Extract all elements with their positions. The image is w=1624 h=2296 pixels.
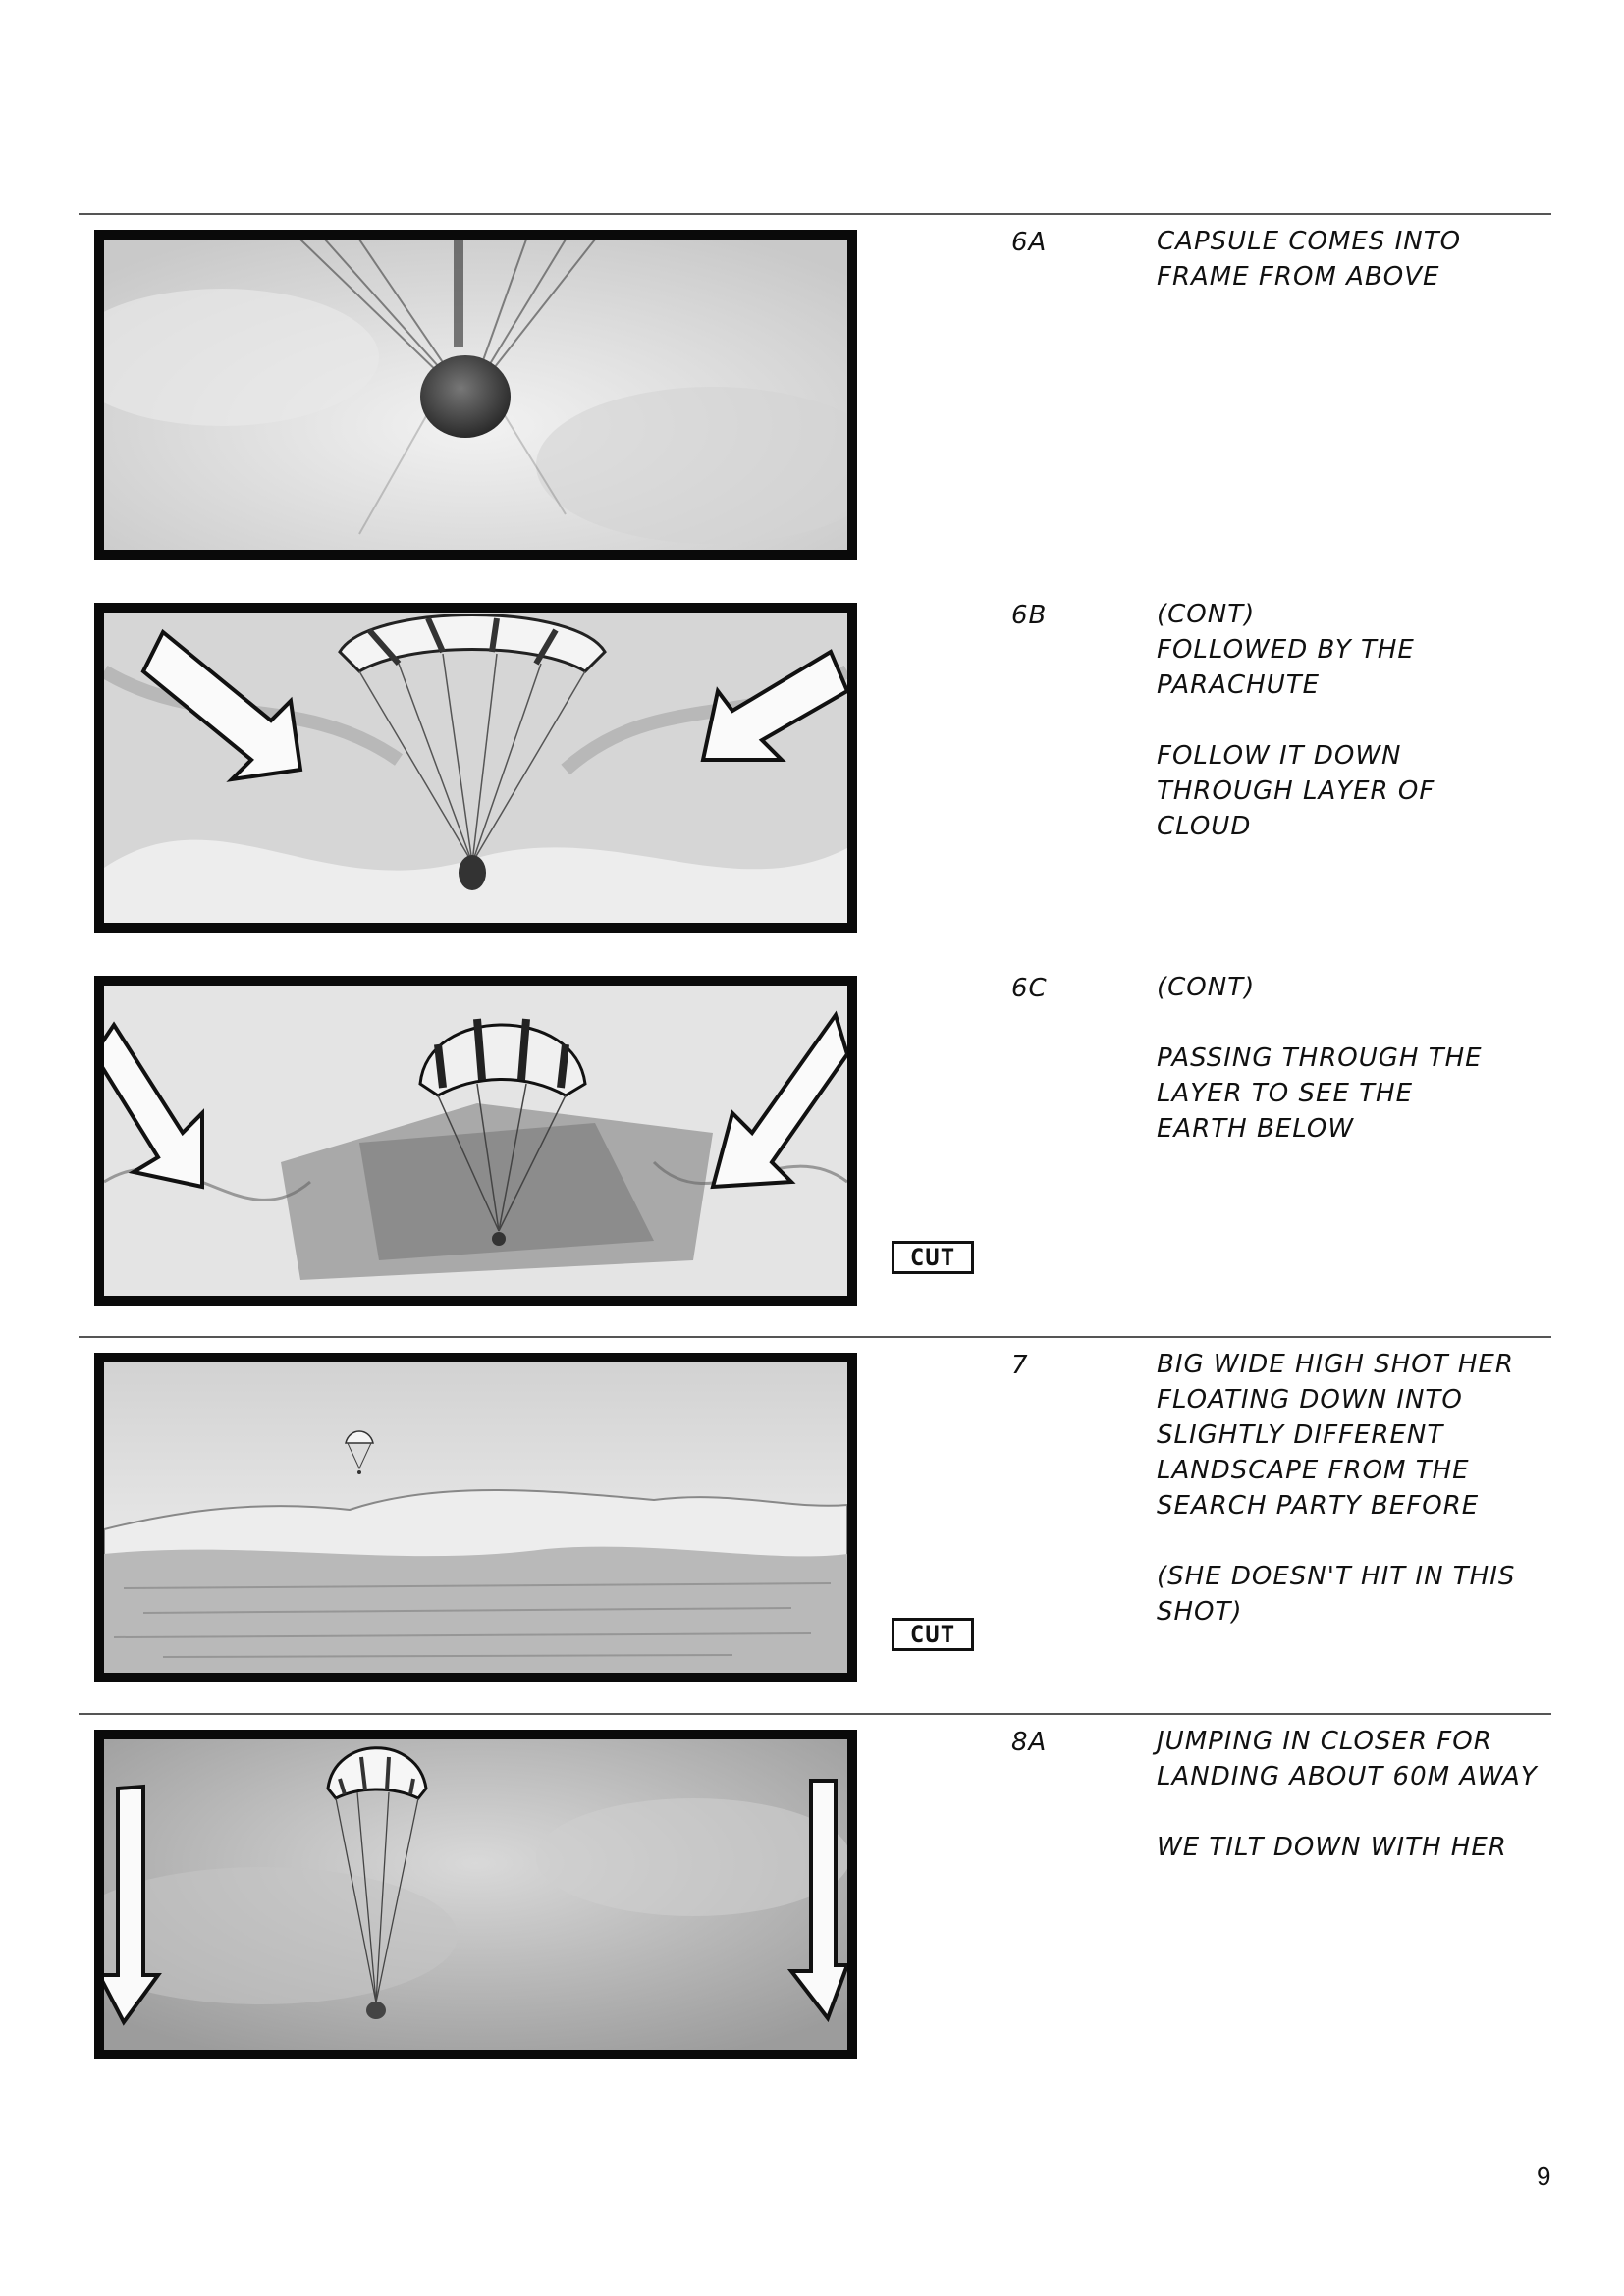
shot-description-6c — [1157, 970, 1569, 1147]
description-paragraph: FOLLOW IT DOWN THROUGH LAYER OF CLOUD — [1157, 741, 1435, 841]
shot-number-6a: 6A — [1011, 228, 1048, 257]
shot-description-7 — [1157, 1347, 1569, 1629]
storyboard-panel-8a — [94, 1730, 857, 2059]
description-paragraph: BIG WIDE HIGH SHOT HER FLOATING DOWN INTO SLIGHTLY DIFFERENT LANDSCAPE FROM THE SEARCH PARTY BEFORE — [1157, 1350, 1514, 1521]
parachute-sketch — [104, 613, 847, 923]
description-paragraph: (CONT) — [1157, 973, 1256, 1002]
description-paragraph: CAPSULE COMES INTO FRAME FROM ABOVE — [1157, 227, 1462, 292]
description-paragraph: (CONT) FOLLOWED BY THE PARACHUTE — [1157, 600, 1415, 700]
landing-sketch — [104, 1739, 847, 2050]
description-paragraph: (SHE DOESN'T HIT IN THIS SHOT) — [1157, 1562, 1516, 1627]
divider-after-7 — [79, 1713, 1551, 1715]
capsule-sketch — [104, 240, 847, 550]
storyboard-panel-7 — [94, 1353, 857, 1682]
storyboard-panel-6a — [94, 230, 857, 560]
cloud-layer-sketch — [104, 986, 847, 1296]
shot-number-7: 7 — [1011, 1351, 1029, 1380]
divider-top — [79, 213, 1551, 215]
shot-number-6b: 6B — [1011, 601, 1048, 630]
cut-marker-7: CUT — [892, 1618, 974, 1651]
divider-after-6c — [79, 1336, 1551, 1338]
page-number: 9 — [1537, 2162, 1551, 2191]
shot-number-8a: 8A — [1011, 1728, 1048, 1757]
description-paragraph: PASSING THROUGH THE LAYER TO SEE THE EARTH BELOW — [1157, 1043, 1483, 1144]
shot-description-6b — [1157, 597, 1569, 844]
landscape-sketch — [104, 1362, 847, 1673]
storyboard-panel-6b — [94, 603, 857, 933]
shot-description-6a — [1157, 224, 1569, 294]
shot-number-6c: 6C — [1011, 974, 1048, 1003]
shot-description-8a — [1157, 1724, 1569, 1865]
storyboard-panel-6c — [94, 976, 857, 1306]
cut-marker-6c: CUT — [892, 1241, 974, 1274]
description-paragraph: WE TILT DOWN WITH HER — [1157, 1833, 1507, 1862]
description-paragraph: JUMPING IN CLOSER FOR LANDING ABOUT 60M AWAY — [1157, 1727, 1538, 1791]
